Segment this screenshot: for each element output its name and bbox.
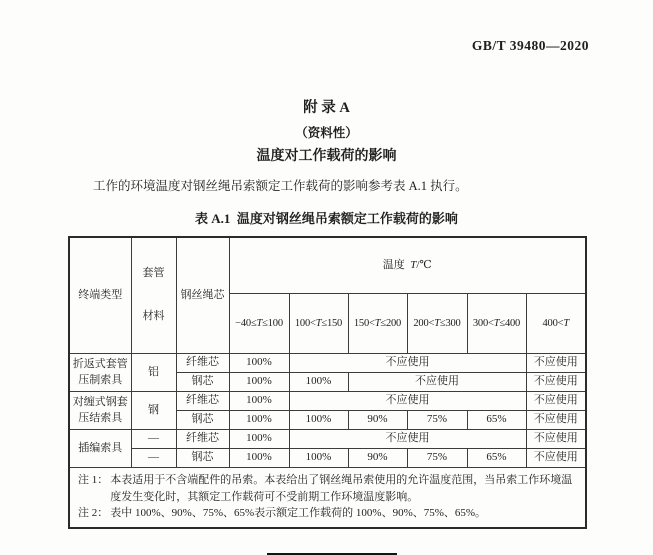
th-temperature-group: 温度 T/℃ <box>229 237 586 294</box>
cell-not-use-span: 不应使用 <box>289 354 526 373</box>
cell-load-value: 100% <box>229 411 289 430</box>
terminal-name-1-line2: 压制索具 <box>78 373 123 386</box>
cell-load-value: 100% <box>229 449 289 468</box>
cell-load-value: 75% <box>407 449 467 468</box>
cell-not-use: 不应使用 <box>526 392 586 411</box>
cell-not-use: 不应使用 <box>526 354 586 373</box>
doc-number: GB/T 39480—2020 <box>471 38 589 53</box>
terminal-name-2-line1: 对缠式钢套 <box>72 396 128 409</box>
cell-load-value: 90% <box>348 449 407 468</box>
note-2-text: 表中 100%、90%、75%、65%表示额定工作载荷的 100%、90%、75%、65%。 <box>110 507 487 520</box>
cell-not-use: 不应使用 <box>526 411 586 430</box>
cell-not-use-span: 不应使用 <box>289 392 526 411</box>
table-caption: 表 A.1 温度对钢丝绳吊索额定工作载荷的影响 <box>195 210 458 226</box>
th-terminal-type: 终端类型 <box>69 237 131 354</box>
cell-load-value: 100% <box>229 430 289 449</box>
th-temp-range-2: 100<T≤150 <box>289 294 348 354</box>
th-temp-range-5: 300<T≤400 <box>467 294 526 354</box>
cell-load-value: 65% <box>467 411 526 430</box>
cell-load-value: 100% <box>289 411 348 430</box>
terminal-name-2-line2: 压结索具 <box>78 411 123 424</box>
cell-not-use: 不应使用 <box>526 430 586 449</box>
cell-load-value: 100% <box>289 373 348 392</box>
temperature-load-table <box>68 236 587 529</box>
cell-load-value: 100% <box>229 392 289 411</box>
cell-not-use-span: 不应使用 <box>348 373 526 392</box>
cell-terminal-name-3: 插编索具 <box>69 430 131 468</box>
th-temp-range-1: −40≤T≤100 <box>229 294 289 354</box>
cell-load-value: 65% <box>467 449 526 468</box>
page-end-rule <box>267 553 397 555</box>
cell-not-use: 不应使用 <box>526 373 586 392</box>
th-temp-range-3: 150<T≤200 <box>348 294 407 354</box>
cell-material-3a: — <box>131 430 176 449</box>
th-sleeve-material-line2: 材料 <box>142 310 165 323</box>
cell-terminal-name-2 <box>69 392 131 430</box>
cell-not-use-span: 不应使用 <box>289 430 526 449</box>
cell-load-value: 90% <box>348 411 407 430</box>
cell-core-type: 纤维芯 <box>176 430 229 449</box>
th-temp-range-4: 200<T≤300 <box>407 294 467 354</box>
note-1-text: 本表适用于不含端配件的吊索。本表给出了钢丝绳吊索使用的允许温度范围，当吊索工作环境温度发生变化时，其额定工作载荷可不受前期工作环境温度影响。 <box>110 474 573 503</box>
intro-paragraph: 工作的环境温度对钢丝绳吊索额定工作载荷的影响参考表 A.1 执行。 <box>93 179 468 193</box>
th-temp-range-6: 400<T <box>526 294 586 354</box>
note-1-label: 注 1： <box>78 474 109 487</box>
table-note-2 <box>78 505 577 522</box>
cell-material-3b: — <box>131 449 176 468</box>
cell-load-value: 100% <box>229 354 289 373</box>
terminal-name-1-line1: 折返式套管 <box>72 358 128 371</box>
appendix-subject: 温度对工作载荷的影响 <box>256 149 397 164</box>
table-notes <box>69 468 586 528</box>
cell-core-type: 纤维芯 <box>176 354 229 373</box>
cell-not-use: 不应使用 <box>526 449 586 468</box>
cell-terminal-name-1 <box>69 354 131 392</box>
appendix-informative-label: （资料性） <box>295 126 358 140</box>
th-sleeve-material <box>131 237 176 354</box>
cell-core-type: 钢芯 <box>176 373 229 392</box>
note-2-label: 注 2： <box>78 507 109 520</box>
cell-load-value: 100% <box>229 373 289 392</box>
cell-load-value: 75% <box>407 411 467 430</box>
appendix-title: 附 录 A <box>303 100 350 116</box>
cell-material-1: 铝 <box>131 354 176 392</box>
th-sleeve-material-line1: 套管 <box>142 267 165 280</box>
cell-material-2: 钢 <box>131 392 176 430</box>
cell-core-type: 钢芯 <box>176 411 229 430</box>
cell-load-value: 100% <box>289 449 348 468</box>
table-note-1 <box>78 472 577 505</box>
cell-core-type: 纤维芯 <box>176 392 229 411</box>
cell-core-type: 钢芯 <box>176 449 229 468</box>
th-rope-core: 钢丝绳芯 <box>176 237 229 354</box>
